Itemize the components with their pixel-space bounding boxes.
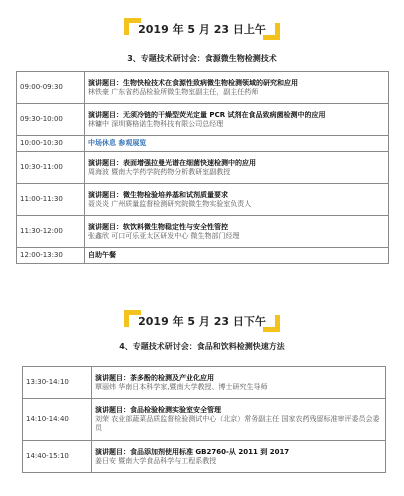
talk-cell — [92, 399, 386, 441]
banner-corner-top-left — [124, 18, 141, 35]
time-cell: 14:10-14:40 — [23, 399, 92, 441]
time-cell: 10:30-11:00 — [17, 152, 85, 184]
table-row — [17, 104, 389, 136]
time-cell: 09:00-09:30 — [17, 72, 85, 104]
time-cell: 12:00-13:30 — [17, 248, 85, 264]
table-row — [17, 72, 389, 104]
afternoon-date-banner — [124, 310, 280, 332]
speaker-info: 周海波 暨南大学药学院药物分析教研室副教授 — [88, 167, 231, 176]
time-cell: 11:30-12:00 — [17, 216, 85, 248]
table-row — [17, 152, 389, 184]
speaker-info: 林镛中 深圳赛格诺生物科技有限公司总经理 — [88, 119, 224, 128]
morning-session-title: 3、专题技术研讨会：食源微生物检测技术 — [127, 54, 277, 63]
talk-title: 演讲题目：食品添加剂使用标准 GB2760-从 2011 到 2017 — [95, 447, 290, 456]
afternoon-date-label: 2019 年 5 月 23 日下午 — [138, 315, 266, 328]
talk-cell — [85, 72, 389, 104]
talk-cell — [85, 104, 389, 136]
break-text: 中场休息 参观展览 — [88, 139, 147, 147]
time-cell: 10:00-10:30 — [17, 136, 85, 152]
table-row — [23, 367, 386, 399]
speaker-info: 张鑫欣 可口可乐亚太区研发中心 微生物部门经理 — [88, 231, 240, 240]
morning-date-label: 2019 年 5 月 23 日上午 — [138, 23, 266, 36]
afternoon-session-title: 4、专题技术研讨会：食品和饮料检测快速方法 — [119, 342, 285, 351]
table-row — [17, 184, 389, 216]
talk-title: 演讲题目：茶多酚的检测及产业化应用 — [95, 373, 214, 382]
speaker-info: 刘荣 农业部蔬菜品质监督检验测试中心（北京）常务副主任 国家农药残留标准审评委员会委员 — [95, 415, 380, 432]
banner-corner-bottom-right — [263, 315, 280, 332]
speaker-info: 林铁豪 广东省药品检验所微生物室副主任，副主任药师 — [88, 87, 259, 96]
talk-title: 演讲题目：食品检验检测实验室安全管理 — [95, 406, 221, 414]
table-row — [23, 399, 386, 441]
talk-title: 演讲题目：软饮料微生物稳定性与安全性管控 — [88, 222, 228, 231]
lunch-text: 自助午餐 — [88, 251, 116, 259]
talk-title: 演讲题目：微生物检验培养基和试剂质量要求 — [88, 190, 228, 199]
morning-schedule-table — [16, 71, 389, 264]
talk-cell — [92, 367, 386, 399]
time-cell: 13:30-14:10 — [23, 367, 92, 399]
banner-corner-top-left — [124, 310, 141, 327]
morning-date-banner — [124, 18, 280, 40]
table-row — [17, 136, 389, 152]
talk-cell — [92, 441, 386, 473]
talk-cell — [85, 216, 389, 248]
table-row — [23, 441, 386, 473]
afternoon-schedule-table — [22, 366, 386, 473]
time-cell: 09:30-10:00 — [17, 104, 85, 136]
talk-cell — [85, 184, 389, 216]
lunch-cell — [85, 248, 389, 264]
time-cell: 11:00-11:30 — [17, 184, 85, 216]
talk-title: 演讲题目：生物快检技术在食源性致病微生物检测领域的研究和应用 — [88, 78, 298, 87]
table-row — [17, 248, 389, 264]
time-cell: 14:40-15:10 — [23, 441, 92, 473]
speaker-info: 聂炎炎 广州质量监督检测研究院微生物实验室负责人 — [88, 199, 252, 208]
table-row — [17, 216, 389, 248]
break-cell — [85, 136, 389, 152]
talk-title: 演讲题目：无须冷链的干燥型荧光定量 PCR 试剂在食品致病菌检测中的应用 — [88, 110, 326, 119]
talk-cell — [85, 152, 389, 184]
talk-title: 演讲题目：表面增强拉曼光谱在细菌快速检测中的应用 — [88, 158, 256, 167]
speaker-info: 姜日安 暨南大学食品科学与工程系教授 — [95, 456, 217, 465]
speaker-info: 覃丽炜 华南日本科学家,暨南大学教授、博士研究生导师 — [95, 382, 268, 391]
banner-corner-bottom-right — [263, 23, 280, 40]
